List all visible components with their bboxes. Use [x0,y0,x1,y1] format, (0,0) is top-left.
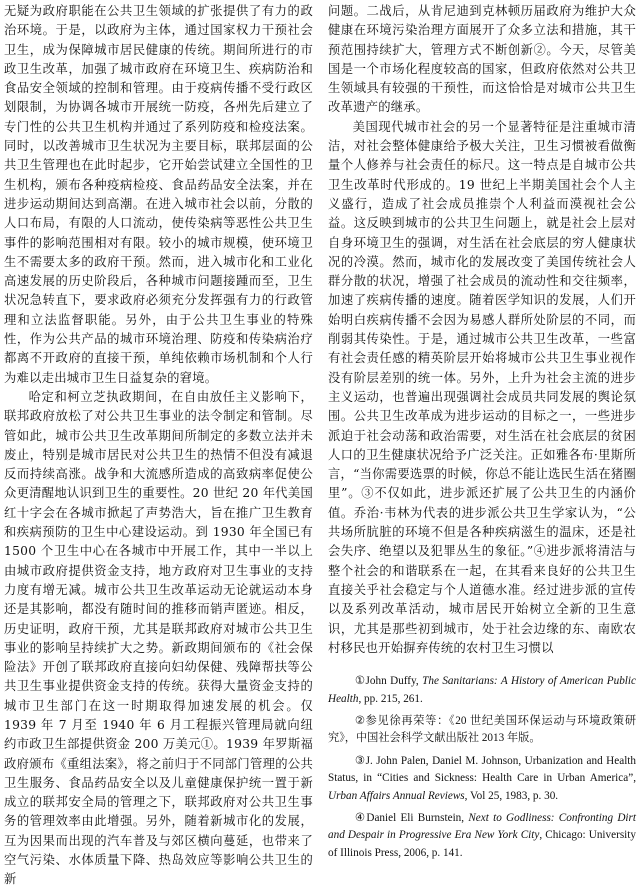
footnote-mark: ④ [354,810,367,824]
footnote-text: J. John Palen, Daniel M. Johnson, Urbanization and Health Status, in “Cities and Sickness: Health Care in Urban America”, [328,754,637,785]
body-paragraph-3: 问题。二战后，从肯尼迪到克林顿历届政府为维护大众健康在环境污染治理方面展开了众多立法和措施，其干预范围持续扩大，管理方式不断创新②。今天，尽管美国是一个市场化程度较高的国家，但政府依然对公共卫生领域具有较强的干预性，而这恰恰是对城市公共卫生改革遗产的继承。 [328,4,636,115]
footnote-title: The Sanitarians: A History of American Public Health [328,675,636,705]
footnote-text: 参见徐再荣等：《20 世纪美国环保运动与环境政策研究》，中国社会科学文献出版社 2013 年版。 [328,714,637,745]
footnote-4 [328,809,636,862]
footnote-text: Daniel Eli Burnstein, [366,811,469,824]
footnote-3 [328,752,636,805]
footnote-mark: ③ [354,753,366,767]
footnote-mark: ① [354,674,366,688]
right-column [328,2,636,866]
footnote-text: John Duffy, [365,675,423,688]
left-column [4,2,313,890]
footnote-title: Next to Godliness: Confronting Dirt and Despair in Progressive Era New York City [328,811,636,842]
body-paragraph-4: 美国现代城市社会的另一个显著特征是注重城市清洁，对社会整体健康给予极大关注，卫生习惯被看做衡量个人修养与社会责任的标尺。这一特点是自城市公共卫生改革时代形成的。19 世纪上半期美国社会个人主义盛行，造成了社会成员推崇个人利益而漠视社会公益。这反映到城市的公共卫生问题上，就是社会上层对自身环境卫生的强调，对生活在社会底层的穷人健康状况的冷漠。然而，城市化的发展改变了美国传统社会人群分散的状况，增强了社会成员的流动性和交往频率，加速了疾病传播的速度。随着医学知识的发展，人们开始明白疾病传播不会因为易感人群所处阶层的不同，而削弱其传染性。于是，通过城市公共卫生改革，一些富有社会责任感的精英阶层开始将城市公共卫生事业视作没有阶层差别的统一体。另外，上升为社会主流的进步主义运动，也普遍出现强调社会成员共同发展的舆论氛围。公共卫生改革成为进步运动的目标之一，一些进步派迫于社会动荡和政治需要，对生活在社会底层的贫困人口的卫生健康状况给予广泛关注。正如雅各布·里斯所言，“当你需要选票的时候，你总不能让选民生活在猪圈里”。③不仅如此，进步派还扩展了公共卫生的内涵价值。乔治·韦林为代表的进步派公共卫生学家认为，“公共场所肮脏的环境不但是各种疾病滋生的温床，还是社会失序、绝望以及犯罪丛生的象征。”④进步派将清洁与整个社会的和谐联系在一起，在其看来良好的公共卫生直接关乎社会稳定与个人道德水准。经过进步派的宣传以及系列改革活动，城市居民开始树立全新的卫生意识，尤其是那些初到城市，处于社会边缘的东、南欧农村移民也开始摒弃传统的农村卫生习惯以 [328,119,636,655]
footnote-text: , pp. 215, 261. [358,692,423,705]
body-paragraph-1: 无疑为政府职能在公共卫生领域的扩张提供了有力的政治环境。于是，以政府为主体，通过国家权力干预社会卫生，成为保障城市居民健康的传统。期间所进行的市政卫生改革，加强了城市政府在环境卫生、疾病防治和食品安全领域的控制和管理。由于疫病传播不受行政区划限制，为协调各城市开展统一防疫，各州先后建立了专门性的公共卫生机构并通过了系列防疫和检疫法案。同时，以改善城市卫生状况为主要目标，联邦层面的公共卫生管理也在此时起步，它开始尝试建立全国性的卫生机构，颁布各种疫病检疫、食品药品安全法案，并在进步运动期间达到高潮。在进入城市社会以前，分散的人口布局，有限的人口流动，使传染病等恶性公共卫生事件的影响范围相对有限。较小的城市规模，使环境卫生不需要太多的政府干预。然而，进入城市化和工业化高速发展的历史阶段后，各种城市问题接踵而至，卫生状况急转直下，要求政府必须充分发挥强有力的行政管理和立法监督职能。另外，由于公共卫生事业的特殊性，作为公共产品的城市环境治理、防疫和传染病治疗都离不开政府的直接干预，单纯依赖市场机制和个人行为难以走出城市卫生日益复杂的窘境。 [4,4,313,385]
footnote-text: , Vol 25, 1983, p. 30. [464,789,559,802]
footnote-mark: ② [354,713,366,727]
footnote-2 [328,712,636,748]
body-paragraph-2: 哈定和柯立芝执政期间，在自由放任主义影响下，联邦政府放松了对公共卫生事业的法令制定和管制。尽管如此，城市公共卫生改革期间所制定的多数立法并未废止，特别是城市居民对公共卫生的热情不但没有减退反而持续高涨。战争和大流感所造成的高致病率促使公众更清醒地认识到卫生的重要性。20 世纪 20 年代美国红十字会在各城市掀起了声势浩大，旨在推广卫生教育和疾病预防的卫生中心建设运动。到 1930 年全国已有 1500 个卫生中心在各城市中开展工作，其中一半以上由城市政府提供资金支持，地方政府对卫生事业的支持力度有增无减。城市公共卫生改革运动无论就运动本身还是其影响，都没有随时间的推移而销声匿迹。相反，历史证明，政府干预，尤其是联邦政府对城市公共卫生事业的影响呈持续扩大之势。新政期间颁布的《社会保险法》开创了联邦政府直接向妇幼保健、残障帮扶等公共卫生事业提供资金支持的传统。获得大量资金支持的城市卫生部门在这一时期取得加速发展的机会。仅 1939 年 7 月至 1940 年 6 月工程振兴管理局就向纽约市政卫生部提供资金 200 万美元①。1939 年罗斯福政府颁布《重组法案》，将之前归于不同部门管理的公共卫生服务、食品药品安全以及儿童健康保护统一置于新成立的联邦安全局的管理之下，联邦政府对公共卫生事务的管理效率由此增强。另外，随着新城市化的发展，互为因果而出现的汽车普及与郊区横向蔓延，也带来了空气污染、水体质量下降、热岛效应等影响公共卫生的新 [4,389,313,887]
footnote-text: , Chicago: University of Illinois Press, 2006, p. 141. [328,829,636,859]
footnote-1 [328,672,636,708]
footnote-title: Urban Affairs Annual Reviews [328,789,465,802]
footnotes [328,672,636,862]
